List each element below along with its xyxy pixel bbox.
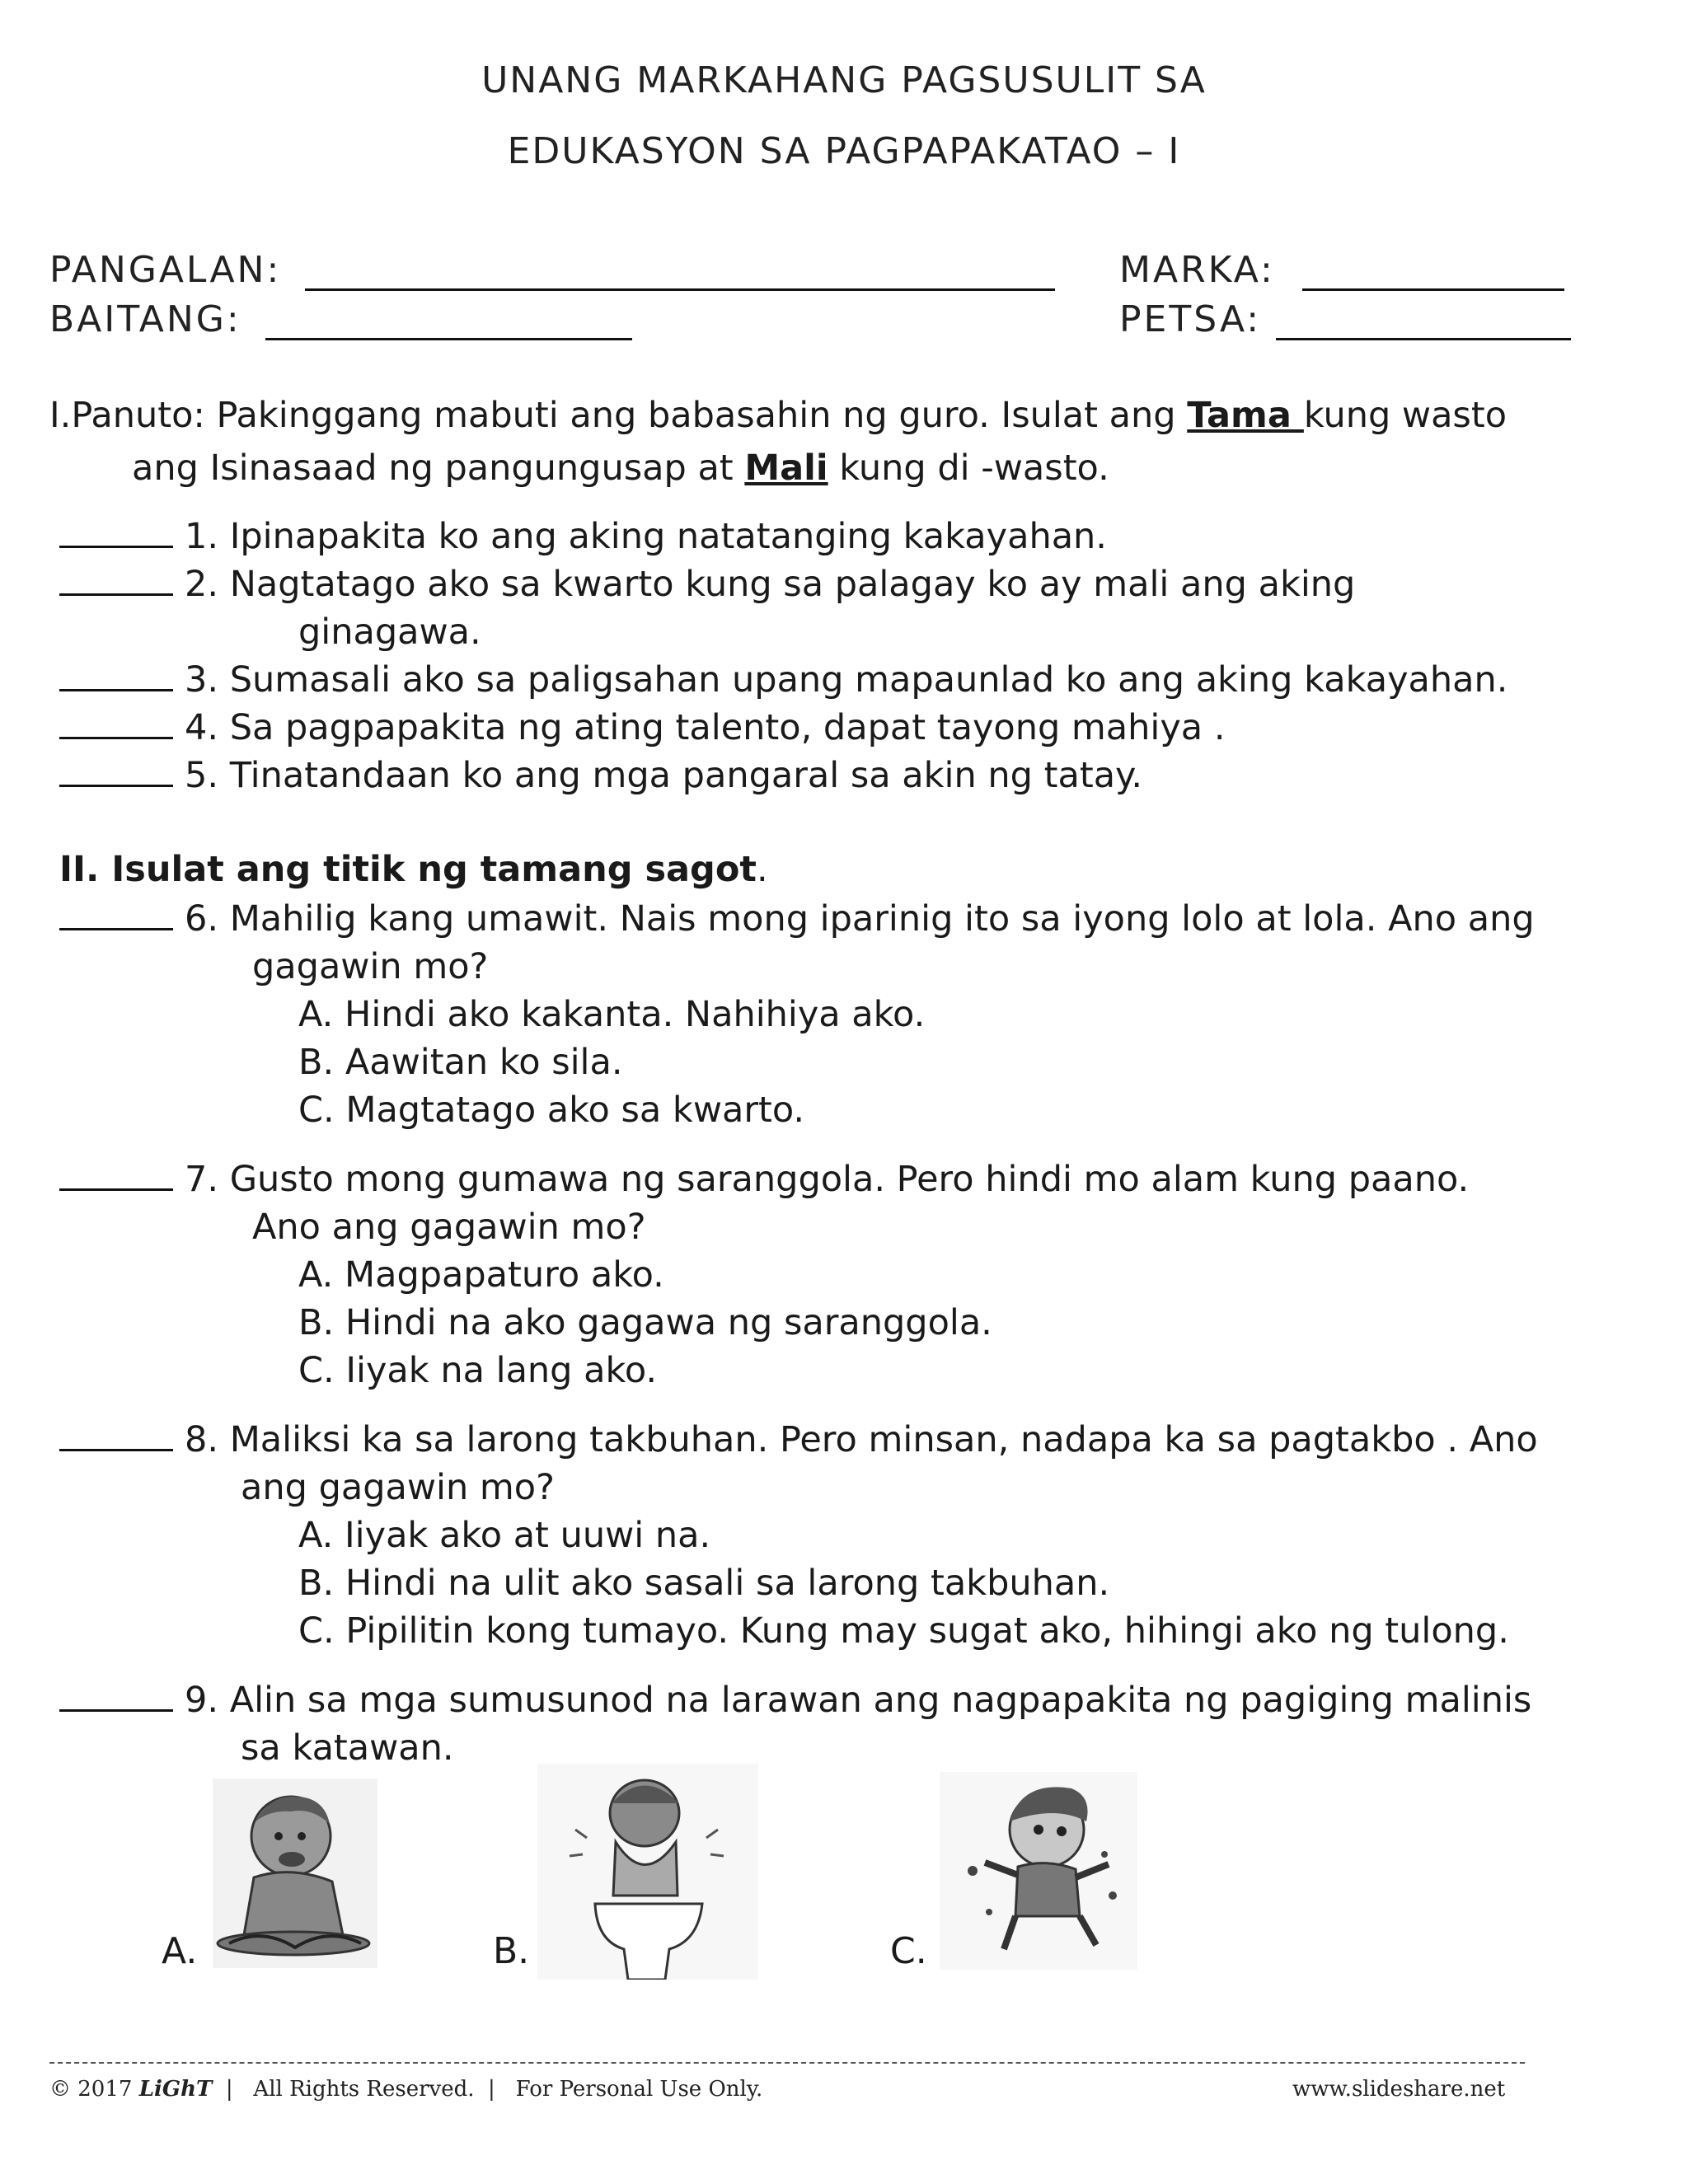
list-item bbox=[59, 656, 1507, 704]
item-continuation: ginagawa. bbox=[298, 612, 481, 653]
part1-instructions bbox=[49, 389, 1632, 494]
choice: C. Magtatago ako sa kwarto. bbox=[298, 1090, 805, 1131]
part2-heading-text: II. Isulat ang titik ng tamang sagot bbox=[59, 849, 757, 890]
brand-name: LiGhT bbox=[138, 2077, 213, 2102]
question-6 bbox=[59, 895, 1535, 943]
grade-blank[interactable] bbox=[265, 338, 632, 340]
mali-keyword: Mali bbox=[744, 448, 828, 489]
item-text: 5. Tinatandaan ko ang mga pangaral sa akin ng tatay. bbox=[185, 755, 1143, 796]
instr-line2-suffix: kung di -wasto. bbox=[828, 448, 1109, 489]
rights-text: | All Rights Reserved. | For Personal Use Only. bbox=[212, 2077, 763, 2102]
date-blank[interactable] bbox=[1276, 338, 1571, 340]
footer-divider bbox=[49, 2062, 1525, 2064]
copyright-text: © 2017 bbox=[49, 2077, 139, 2102]
date-label: PETSA: bbox=[1119, 298, 1262, 340]
picture-label-a: A. bbox=[162, 1930, 198, 1972]
question-continuation: Ano ang gagawin mo? bbox=[252, 1207, 646, 1248]
list-item bbox=[59, 752, 1142, 799]
child-eating-picture bbox=[213, 1779, 377, 1968]
part2-heading-dot: . bbox=[756, 849, 768, 890]
choice: B. Hindi na ulit ako sasali sa larong takbuhan. bbox=[298, 1563, 1110, 1604]
footer-copyright bbox=[49, 2077, 762, 2102]
question-continuation: sa katawan. bbox=[241, 1727, 454, 1769]
child-washing-face-picture bbox=[537, 1764, 758, 1980]
score-label: MARKA: bbox=[1119, 249, 1275, 291]
picture-label-b: B. bbox=[493, 1930, 530, 1972]
list-item bbox=[59, 560, 1355, 608]
list-item bbox=[59, 513, 1107, 560]
item-text: 3. Sumasali ako sa paligsahan upang mapaunlad ko ang aking kakayahan. bbox=[185, 659, 1508, 701]
item-text: 2. Nagtatago ako sa kwarto kung sa palagay ko ay mali ang aking bbox=[185, 564, 1356, 605]
question-text: 7. Gusto mong gumawa ng saranggola. Pero hindi mo alam kung paano. bbox=[185, 1159, 1470, 1200]
question-text: 9. Alin sa mga sumusunod na larawan ang nagpapakita ng pagiging malinis bbox=[185, 1680, 1532, 1721]
choice: A. Magpapaturo ako. bbox=[298, 1254, 664, 1296]
choice: A. Iiyak ako at uuwi na. bbox=[298, 1515, 711, 1556]
instr-line2-prefix: ang Isinasaad ng pangungusap at bbox=[132, 448, 745, 489]
choice: A. Hindi ako kakanta. Nahihiya ako. bbox=[298, 994, 926, 1035]
question-continuation: gagawin mo? bbox=[252, 946, 489, 987]
answer-blank[interactable] bbox=[59, 1418, 173, 1451]
answer-blank[interactable] bbox=[59, 705, 173, 739]
question-9 bbox=[59, 1676, 1531, 1724]
answer-blank[interactable] bbox=[59, 1678, 173, 1712]
name-label: PANGALAN: bbox=[49, 249, 282, 291]
question-continuation: ang gagawin mo? bbox=[241, 1467, 555, 1508]
answer-blank[interactable] bbox=[59, 658, 173, 691]
question-text: 8. Maliksi ka sa larong takbuhan. Pero minsan, nadapa ka sa pagtakbo . Ano bbox=[185, 1419, 1538, 1460]
picture-label-c: C. bbox=[890, 1930, 927, 1972]
child-splashing-mud-picture bbox=[940, 1772, 1137, 1970]
answer-blank[interactable] bbox=[59, 1157, 173, 1191]
choice: C. Iiyak na lang ako. bbox=[298, 1350, 658, 1391]
choice: B. Aawitan ko sila. bbox=[298, 1042, 623, 1083]
answer-blank[interactable] bbox=[59, 753, 173, 787]
grade-label: BAITANG: bbox=[49, 298, 241, 340]
instr-mid: kung wasto bbox=[1303, 395, 1507, 436]
choice: B. Hindi na ako gagawa ng saranggola. bbox=[298, 1302, 992, 1343]
footer-site-link[interactable]: www.slideshare.net bbox=[1292, 2077, 1506, 2102]
answer-blank[interactable] bbox=[59, 514, 173, 548]
question-8 bbox=[59, 1416, 1538, 1464]
question-text: 6. Mahilig kang umawit. Nais mong iparinig ito sa iyong lolo at lola. Ano ang bbox=[185, 898, 1535, 940]
instr-prefix: I.Panuto: Pakinggang mabuti ang babasahin ng guro. Isulat ang bbox=[49, 395, 1188, 436]
part2-heading bbox=[59, 849, 768, 890]
page-title-line2: EDUKASYON SA PAGPAPAKATAO – I bbox=[507, 130, 1181, 172]
tama-keyword: Tama bbox=[1187, 395, 1304, 436]
answer-blank[interactable] bbox=[59, 562, 173, 596]
question-7 bbox=[59, 1155, 1469, 1203]
item-text: 1. Ipinapakita ko ang aking natatanging kakayahan. bbox=[185, 516, 1107, 557]
score-blank[interactable] bbox=[1302, 288, 1564, 291]
name-blank[interactable] bbox=[305, 288, 1055, 291]
page-title-line1: UNANG MARKAHANG PAGSUSULIT SA bbox=[481, 59, 1207, 101]
list-item bbox=[59, 704, 1226, 752]
answer-blank[interactable] bbox=[59, 897, 173, 930]
item-text: 4. Sa pagpapakita ng ating talento, dapat tayong mahiya . bbox=[185, 707, 1226, 748]
choice: C. Pipilitin kong tumayo. Kung may sugat ako, hihingi ako ng tulong. bbox=[298, 1610, 1509, 1652]
